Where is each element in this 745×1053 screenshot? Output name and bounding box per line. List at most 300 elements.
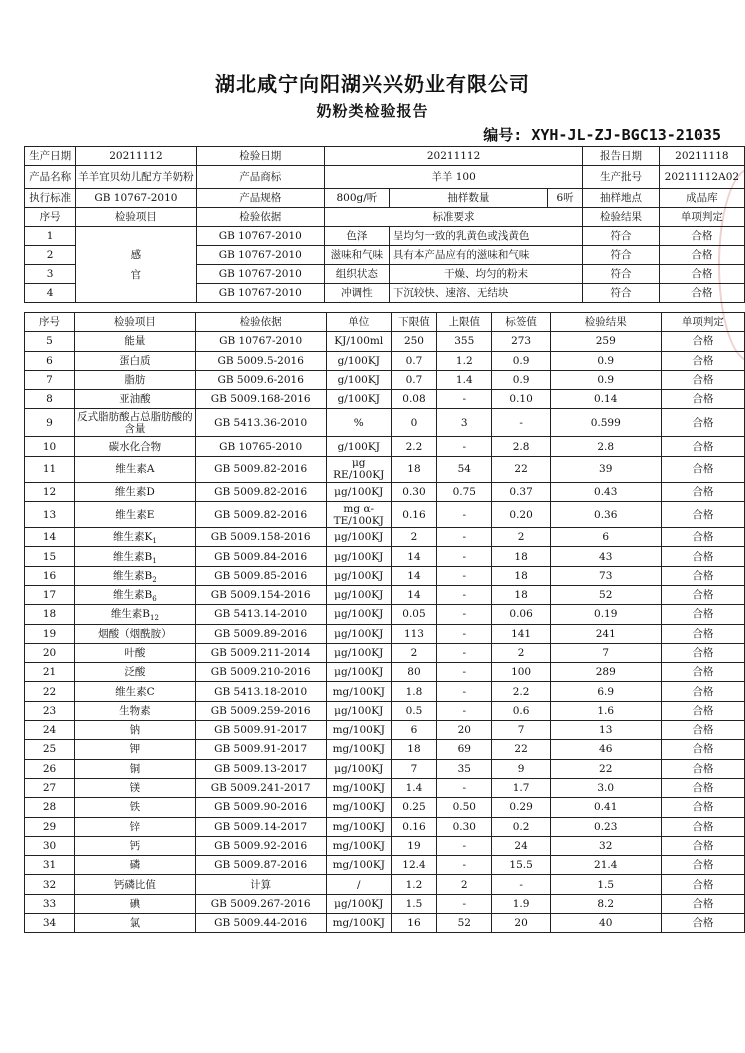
- row-number: 7: [25, 370, 75, 389]
- judgement: 合格: [661, 798, 744, 817]
- judgement: 合格: [661, 701, 744, 720]
- row-number: 25: [25, 740, 75, 759]
- test-result: 46: [550, 740, 661, 759]
- unit: μg/100KJ: [326, 759, 391, 778]
- unit: g/100KJ: [326, 351, 391, 370]
- lower-limit: 1.5: [391, 894, 436, 913]
- label-value: 100: [492, 663, 550, 682]
- row-number: 20: [25, 643, 75, 662]
- test-item: 碳水化合物: [75, 437, 196, 456]
- unit: μg/100KJ: [326, 528, 391, 547]
- row-number: 3: [25, 265, 76, 284]
- header-cell: 单项判定: [659, 208, 744, 227]
- unit: μg/100KJ: [326, 701, 391, 720]
- judgement: 合格: [661, 740, 744, 759]
- test-item: 磷: [75, 856, 196, 875]
- unit: mg/100KJ: [326, 836, 391, 855]
- table-row: [25, 740, 745, 759]
- row-number: 5: [25, 332, 75, 351]
- table-row: [25, 663, 745, 682]
- unit: μg RE/100KJ: [326, 456, 391, 482]
- test-item-name: 维生素B: [113, 569, 153, 582]
- test-basis: GB 10767-2010: [196, 227, 324, 246]
- test-basis: GB 5413.18-2010: [195, 682, 326, 701]
- table-row: [25, 624, 745, 643]
- test-basis: GB 5009.91-2017: [195, 721, 326, 740]
- test-basis: GB 5009.92-2016: [195, 836, 326, 855]
- label-value: 0.37: [492, 482, 550, 501]
- header-cell: 检验项目: [76, 208, 196, 227]
- label-value: 9: [492, 759, 550, 778]
- header-cell: 单位: [326, 313, 391, 332]
- row-number: 8: [25, 390, 75, 409]
- info-row-standard: [25, 189, 745, 208]
- test-basis: GB 5009.259-2016: [195, 701, 326, 720]
- test-basis: GB 5009.168-2016: [195, 390, 326, 409]
- row-number: 16: [25, 566, 75, 585]
- judgement: 合格: [661, 817, 744, 836]
- judgement: 合格: [661, 456, 744, 482]
- row-number: 2: [25, 246, 76, 265]
- lower-limit: 0.25: [391, 798, 436, 817]
- upper-limit: 69: [437, 740, 492, 759]
- test-item-subscript: 1: [152, 537, 157, 546]
- lower-limit: 0.16: [391, 817, 436, 836]
- upper-limit: -: [437, 605, 492, 624]
- brand: 羊羊 100: [324, 166, 582, 189]
- test-date: 20211112: [324, 147, 582, 166]
- judgement: 合格: [661, 390, 744, 409]
- standard-requirement: 下沉较快、速溶、无结块: [389, 284, 582, 303]
- test-basis: GB 5413.36-2010: [195, 409, 326, 437]
- row-number: 34: [25, 914, 75, 933]
- test-result: 0.9: [550, 370, 661, 389]
- label-value: 2.2: [492, 682, 550, 701]
- test-result: 0.36: [550, 502, 661, 528]
- upper-limit: -: [437, 528, 492, 547]
- label-value: 24: [492, 836, 550, 855]
- test-basis: GB 5009.14-2017: [195, 817, 326, 836]
- judgement: 合格: [659, 246, 744, 265]
- lower-limit: 18: [391, 740, 436, 759]
- unit: mg/100KJ: [326, 682, 391, 701]
- lower-limit: 80: [391, 663, 436, 682]
- table-row: [25, 566, 745, 585]
- row-number: 31: [25, 856, 75, 875]
- test-result: 符合: [583, 227, 660, 246]
- lower-limit: 2: [391, 528, 436, 547]
- label-value: 141: [492, 624, 550, 643]
- judgement: 合格: [661, 875, 744, 894]
- row-number: 29: [25, 817, 75, 836]
- test-result: 8.2: [550, 894, 661, 913]
- label-value: 0.9: [492, 351, 550, 370]
- test-item: [75, 547, 196, 566]
- row-number: 32: [25, 875, 75, 894]
- sensory-row: [25, 227, 745, 246]
- label-value: 2: [492, 643, 550, 662]
- judgement: 合格: [661, 682, 744, 701]
- upper-limit: 3: [437, 409, 492, 437]
- table-row: [25, 798, 745, 817]
- unit: mg/100KJ: [326, 798, 391, 817]
- judgement: 合格: [661, 528, 744, 547]
- unit: KJ/100ml: [326, 332, 391, 351]
- sensory-item-top: 感: [130, 248, 142, 261]
- label-value: 18: [492, 585, 550, 604]
- lower-limit: 250: [391, 332, 436, 351]
- test-result: 0.43: [550, 482, 661, 501]
- sensory-header-row: [25, 208, 745, 227]
- table-row: [25, 914, 745, 933]
- row-number: 18: [25, 605, 75, 624]
- test-result: 符合: [583, 265, 660, 284]
- lower-limit: 14: [391, 585, 436, 604]
- row-number: 30: [25, 836, 75, 855]
- row-number: 12: [25, 482, 75, 501]
- unit: mg/100KJ: [326, 914, 391, 933]
- report-serial-number: 编号: XYH-JL-ZJ-BGC13-21035: [483, 126, 721, 144]
- test-item: 脂肪: [75, 370, 196, 389]
- test-result: 0.23: [550, 817, 661, 836]
- sensory-item-bottom: 官: [130, 268, 142, 281]
- unit: g/100KJ: [326, 370, 391, 389]
- test-item: 钙: [75, 836, 196, 855]
- test-item: 生物素: [75, 701, 196, 720]
- row-number: 13: [25, 502, 75, 528]
- upper-limit: -: [437, 547, 492, 566]
- test-date-label: 检验日期: [196, 147, 324, 166]
- table-row: [25, 502, 745, 528]
- test-item-name: 维生素B: [113, 550, 153, 563]
- test-item: [75, 585, 196, 604]
- lower-limit: 2: [391, 643, 436, 662]
- label-value: 1.7: [492, 778, 550, 797]
- header-cell: 序号: [25, 313, 75, 332]
- unit: mg α-TE/100KJ: [326, 502, 391, 528]
- test-basis: GB 5009.6-2016: [195, 370, 326, 389]
- test-basis: GB 5009.5-2016: [195, 351, 326, 370]
- row-number: 23: [25, 701, 75, 720]
- header-cell: 检验结果: [583, 208, 660, 227]
- test-basis: GB 5009.85-2016: [195, 566, 326, 585]
- table-row: [25, 894, 745, 913]
- row-number: 9: [25, 409, 75, 437]
- judgement: 合格: [661, 566, 744, 585]
- test-basis: GB 10767-2010: [196, 265, 324, 284]
- upper-limit: 0.75: [437, 482, 492, 501]
- unit: μg/100KJ: [326, 605, 391, 624]
- test-basis: GB 5009.154-2016: [195, 585, 326, 604]
- test-item: [75, 528, 196, 547]
- lower-limit: 6: [391, 721, 436, 740]
- test-result: 0.41: [550, 798, 661, 817]
- table-row: [25, 528, 745, 547]
- test-result: 21.4: [550, 856, 661, 875]
- unit: μg/100KJ: [326, 566, 391, 585]
- test-basis: GB 5009.82-2016: [195, 502, 326, 528]
- upper-limit: 355: [437, 332, 492, 351]
- row-number: 10: [25, 437, 75, 456]
- test-item: 钠: [75, 721, 196, 740]
- test-item: 亚油酸: [75, 390, 196, 409]
- row-number: 28: [25, 798, 75, 817]
- unit: mg/100KJ: [326, 856, 391, 875]
- test-basis: GB 10767-2010: [195, 332, 326, 351]
- sample-qty: 6听: [547, 189, 582, 208]
- judgement: 合格: [659, 284, 744, 303]
- upper-limit: 20: [437, 721, 492, 740]
- upper-limit: -: [437, 682, 492, 701]
- sensory-attribute: 色泽: [324, 227, 389, 246]
- upper-limit: -: [437, 663, 492, 682]
- test-basis: GB 10767-2010: [196, 246, 324, 265]
- table-row: [25, 370, 745, 389]
- lower-limit: 18: [391, 456, 436, 482]
- test-result: 1.6: [550, 701, 661, 720]
- test-item: 锌: [75, 817, 196, 836]
- sensory-attribute: 冲调性: [324, 284, 389, 303]
- spec-label: 产品规格: [196, 189, 324, 208]
- product-name: 羊羊宜贝幼儿配方羊奶粉: [76, 166, 196, 189]
- lower-limit: 0.30: [391, 482, 436, 501]
- table-row: [25, 643, 745, 662]
- test-item: 叶酸: [75, 643, 196, 662]
- label-value: 2: [492, 528, 550, 547]
- upper-limit: -: [437, 624, 492, 643]
- header-cell: 检验结果: [550, 313, 661, 332]
- label-value: 273: [492, 332, 550, 351]
- upper-limit: 52: [437, 914, 492, 933]
- unit: μg/100KJ: [326, 547, 391, 566]
- test-item: 维生素A: [75, 456, 196, 482]
- test-basis: GB 5009.210-2016: [195, 663, 326, 682]
- label-value: 15.5: [492, 856, 550, 875]
- test-result: 259: [550, 332, 661, 351]
- label-value: 2.8: [492, 437, 550, 456]
- judgement: 合格: [661, 547, 744, 566]
- test-result: 符合: [583, 284, 660, 303]
- unit: μg/100KJ: [326, 663, 391, 682]
- judgement: 合格: [661, 482, 744, 501]
- lower-limit: 0: [391, 409, 436, 437]
- lower-limit: 1.4: [391, 778, 436, 797]
- row-number: 15: [25, 547, 75, 566]
- header-cell: 单项判定: [661, 313, 744, 332]
- row-number: 6: [25, 351, 75, 370]
- row-number: 27: [25, 778, 75, 797]
- test-item-name: 维生素B: [113, 589, 153, 602]
- test-item: 氯: [75, 914, 196, 933]
- test-item: [75, 566, 196, 585]
- upper-limit: -: [437, 836, 492, 855]
- header-cell: 检验项目: [75, 313, 196, 332]
- table-row: [25, 351, 745, 370]
- test-basis: GB 5009.91-2017: [195, 740, 326, 759]
- label-value: 0.9: [492, 370, 550, 389]
- lower-limit: 113: [391, 624, 436, 643]
- test-result: 符合: [583, 246, 660, 265]
- table-row: [25, 682, 745, 701]
- test-item: 烟酸（烟酰胺）: [75, 624, 196, 643]
- table-row: [25, 701, 745, 720]
- upper-limit: 2: [437, 875, 492, 894]
- table-row: [25, 390, 745, 409]
- judgement: 合格: [661, 894, 744, 913]
- judgement: 合格: [661, 605, 744, 624]
- nutrient-table: [24, 312, 745, 933]
- test-basis: GB 5009.87-2016: [195, 856, 326, 875]
- sensory-attribute: 滋味和气味: [324, 246, 389, 265]
- lower-limit: 0.7: [391, 351, 436, 370]
- row-number: 21: [25, 663, 75, 682]
- test-item: 反式脂肪酸占总脂肪酸的含量: [75, 409, 196, 437]
- lower-limit: 0.05: [391, 605, 436, 624]
- test-result: 52: [550, 585, 661, 604]
- row-number: 26: [25, 759, 75, 778]
- lower-limit: 2.2: [391, 437, 436, 456]
- header-cell: 标签值: [492, 313, 550, 332]
- nutrient-header-row: [25, 313, 745, 332]
- prod-date: 20211112: [76, 147, 196, 166]
- header-cell: 序号: [25, 208, 76, 227]
- table-row: [25, 409, 745, 437]
- standard-requirement: 具有本产品应有的滋味和气味: [389, 246, 582, 265]
- standard: GB 10767-2010: [76, 189, 196, 208]
- standard-requirement: 干燥、均匀的粉末: [389, 265, 582, 284]
- label-value: 18: [492, 547, 550, 566]
- lower-limit: 0.5: [391, 701, 436, 720]
- upper-limit: 54: [437, 456, 492, 482]
- test-item-subscript: 12: [150, 614, 159, 623]
- test-basis: 计算: [195, 875, 326, 894]
- label-value: 1.9: [492, 894, 550, 913]
- spec: 800g/听: [324, 189, 389, 208]
- lower-limit: 19: [391, 836, 436, 855]
- header-cell: 下限值: [391, 313, 436, 332]
- upper-limit: 1.2: [437, 351, 492, 370]
- upper-limit: -: [437, 437, 492, 456]
- sensory-item-cell: [76, 227, 196, 303]
- row-number: 1: [25, 227, 76, 246]
- sensory-attribute: 组织状态: [324, 265, 389, 284]
- label-value: 7: [492, 721, 550, 740]
- test-item: 维生素D: [75, 482, 196, 501]
- test-result: 39: [550, 456, 661, 482]
- test-item: 钾: [75, 740, 196, 759]
- upper-limit: -: [437, 502, 492, 528]
- test-item: [75, 605, 196, 624]
- test-basis: GB 10767-2010: [196, 284, 324, 303]
- judgement: 合格: [661, 370, 744, 389]
- test-item-subscript: 6: [152, 595, 157, 604]
- unit: μg/100KJ: [326, 894, 391, 913]
- unit: g/100KJ: [326, 390, 391, 409]
- judgement: 合格: [661, 409, 744, 437]
- upper-limit: -: [437, 778, 492, 797]
- judgement: 合格: [661, 332, 744, 351]
- unit: mg/100KJ: [326, 721, 391, 740]
- test-item: 镁: [75, 778, 196, 797]
- unit: g/100KJ: [326, 437, 391, 456]
- product-name-label: 产品名称: [25, 166, 76, 189]
- test-basis: GB 5009.90-2016: [195, 798, 326, 817]
- label-value: 20: [492, 914, 550, 933]
- test-result: 7: [550, 643, 661, 662]
- report-date: 20211118: [659, 147, 744, 166]
- test-item: 蛋白质: [75, 351, 196, 370]
- test-result: 22: [550, 759, 661, 778]
- judgement: 合格: [661, 624, 744, 643]
- test-result: 6: [550, 528, 661, 547]
- prod-date-label: 生产日期: [25, 147, 76, 166]
- label-value: -: [492, 409, 550, 437]
- label-value: 18: [492, 566, 550, 585]
- batch-label: 生产批号: [583, 166, 660, 189]
- test-result: 289: [550, 663, 661, 682]
- row-number: 22: [25, 682, 75, 701]
- test-item: 泛酸: [75, 663, 196, 682]
- lower-limit: 16: [391, 914, 436, 933]
- test-basis: GB 5009.82-2016: [195, 456, 326, 482]
- table-row: [25, 836, 745, 855]
- test-basis: GB 5009.241-2017: [195, 778, 326, 797]
- test-result: 43: [550, 547, 661, 566]
- test-basis: GB 5009.211-2014: [195, 643, 326, 662]
- test-result: 0.9: [550, 351, 661, 370]
- judgement: 合格: [661, 351, 744, 370]
- table-row: [25, 482, 745, 501]
- test-result: 32: [550, 836, 661, 855]
- test-item: 能量: [75, 332, 196, 351]
- batch-number: 20211112A02: [659, 166, 744, 189]
- judgement: 合格: [661, 836, 744, 855]
- unit: mg/100KJ: [326, 778, 391, 797]
- unit: %: [326, 409, 391, 437]
- table-row: [25, 759, 745, 778]
- test-item-subscript: 1: [152, 556, 157, 565]
- header-cell: 上限值: [437, 313, 492, 332]
- table-row: [25, 856, 745, 875]
- table-row: [25, 547, 745, 566]
- test-basis: GB 5009.82-2016: [195, 482, 326, 501]
- test-item: 碘: [75, 894, 196, 913]
- test-result: 0.19: [550, 605, 661, 624]
- unit: mg/100KJ: [326, 740, 391, 759]
- unit: μg/100KJ: [326, 643, 391, 662]
- test-result: 0.599: [550, 409, 661, 437]
- lower-limit: 14: [391, 547, 436, 566]
- sample-qty-label: 抽样数量: [389, 189, 547, 208]
- company-name: 湖北咸宁向阳湖兴兴奶业有限公司: [215, 72, 530, 96]
- label-value: 0.2: [492, 817, 550, 836]
- judgement: 合格: [661, 721, 744, 740]
- upper-limit: 0.30: [437, 817, 492, 836]
- lower-limit: 14: [391, 566, 436, 585]
- label-value: -: [492, 875, 550, 894]
- judgement: 合格: [661, 856, 744, 875]
- test-basis: GB 5009.267-2016: [195, 894, 326, 913]
- test-item: 维生素C: [75, 682, 196, 701]
- upper-limit: -: [437, 701, 492, 720]
- row-number: 4: [25, 284, 76, 303]
- judgement: 合格: [661, 437, 744, 456]
- test-item: 铜: [75, 759, 196, 778]
- label-value: 0.6: [492, 701, 550, 720]
- standard-requirement: 呈均匀一致的乳黄色或浅黄色: [389, 227, 582, 246]
- label-value: 0.06: [492, 605, 550, 624]
- upper-limit: -: [437, 894, 492, 913]
